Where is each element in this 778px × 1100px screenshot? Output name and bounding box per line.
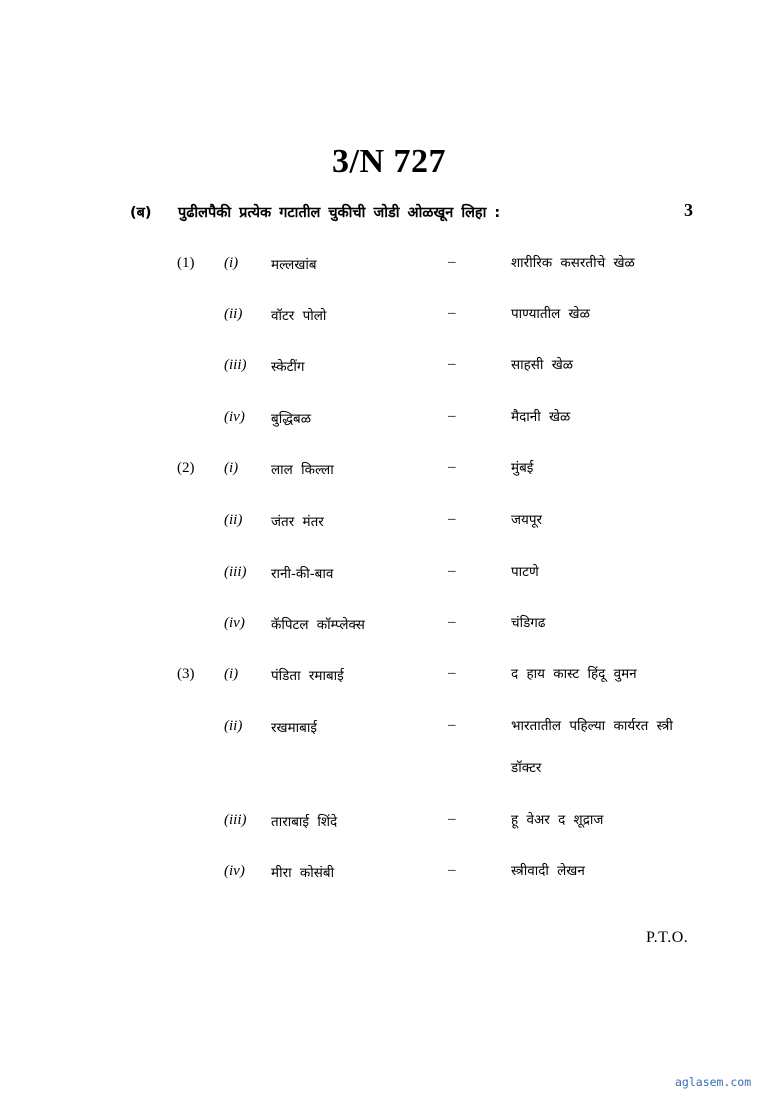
list-item xyxy=(0,254,778,278)
item-right: पाण्यातील खेळ xyxy=(511,306,590,322)
item-left: मीरा कोसंबी xyxy=(271,865,335,881)
item-left: स्केटींग xyxy=(271,359,305,375)
item-dash: – xyxy=(448,305,456,321)
item-left: लाल किल्ला xyxy=(271,462,334,478)
item-number: (i) xyxy=(224,255,239,271)
item-dash: – xyxy=(448,717,456,733)
item-right: शारीरिक कसरतीचे खेळ xyxy=(511,255,635,271)
list-item xyxy=(0,459,778,483)
item-dash: – xyxy=(448,665,456,681)
item-left: कॅपिटल कॉम्प्लेक्स xyxy=(271,617,365,633)
item-dash: – xyxy=(448,862,456,878)
item-number: (iii) xyxy=(224,564,247,580)
item-left: रखमाबाई xyxy=(271,720,317,736)
item-number: (ii) xyxy=(224,306,243,322)
item-left: ताराबाई शिंदे xyxy=(271,814,338,830)
item-left: रानी-की-बाव xyxy=(271,566,334,582)
watermark: aglasem.com xyxy=(675,1075,752,1089)
item-dash: – xyxy=(448,614,456,630)
item-number: (iv) xyxy=(224,863,245,879)
item-left: मल्लखांब xyxy=(271,257,317,273)
item-right: हू वेअर द शूद्राज xyxy=(511,812,604,828)
item-right: साहसी खेळ xyxy=(511,357,574,373)
list-item xyxy=(0,563,778,587)
item-right: भारतातील पहिल्या कार्यरत स्त्री डॉक्टर xyxy=(511,718,673,776)
item-dash: – xyxy=(448,408,456,424)
set-number: (1) xyxy=(177,255,195,271)
list-item xyxy=(0,811,778,835)
list-item xyxy=(0,511,778,535)
item-number: (iii) xyxy=(224,812,247,828)
question-header xyxy=(0,200,778,224)
item-number: (ii) xyxy=(224,718,243,734)
question-text: पुढीलपैकी प्रत्येक गटातील चुकीची जोडी ओळखून लिहा : xyxy=(178,205,501,221)
item-number: (iv) xyxy=(224,615,245,631)
item-number: (iii) xyxy=(224,357,247,373)
item-number: (ii) xyxy=(224,512,243,528)
item-left: पंडिता रमाबाई xyxy=(271,668,344,684)
item-number: (i) xyxy=(224,666,239,682)
page-code: 3/N 727 xyxy=(332,143,446,180)
list-item xyxy=(0,408,778,432)
list-item xyxy=(0,717,778,776)
item-number: (i) xyxy=(224,460,239,476)
pto-label: P.T.O. xyxy=(646,929,689,946)
set-number: (2) xyxy=(177,460,195,476)
item-right: जयपूर xyxy=(511,512,543,528)
item-right: स्त्रीवादी लेखन xyxy=(511,863,585,879)
list-item xyxy=(0,614,778,638)
item-dash: – xyxy=(448,254,456,270)
list-item xyxy=(0,305,778,329)
question-marks: 3 xyxy=(684,200,693,220)
item-dash: – xyxy=(448,563,456,579)
set-number: (3) xyxy=(177,666,195,682)
item-number: (iv) xyxy=(224,409,245,425)
item-right: मुंबई xyxy=(511,460,534,476)
item-left: वॉटर पोलो xyxy=(271,308,327,324)
list-item xyxy=(0,665,778,689)
item-dash: – xyxy=(448,811,456,827)
item-right: चंडिगढ xyxy=(511,615,546,631)
item-dash: – xyxy=(448,356,456,372)
item-left: जंतर मंतर xyxy=(271,514,324,530)
item-left: बुद्धिबळ xyxy=(271,411,311,427)
item-right: द हाय कास्ट हिंदू वुमन xyxy=(511,666,637,682)
item-right: मैदानी खेळ xyxy=(511,409,571,425)
list-item xyxy=(0,862,778,886)
item-dash: – xyxy=(448,459,456,475)
list-item xyxy=(0,356,778,380)
item-right: पाटणे xyxy=(511,564,539,580)
item-dash: – xyxy=(448,511,456,527)
question-label: (ब) xyxy=(130,205,152,221)
